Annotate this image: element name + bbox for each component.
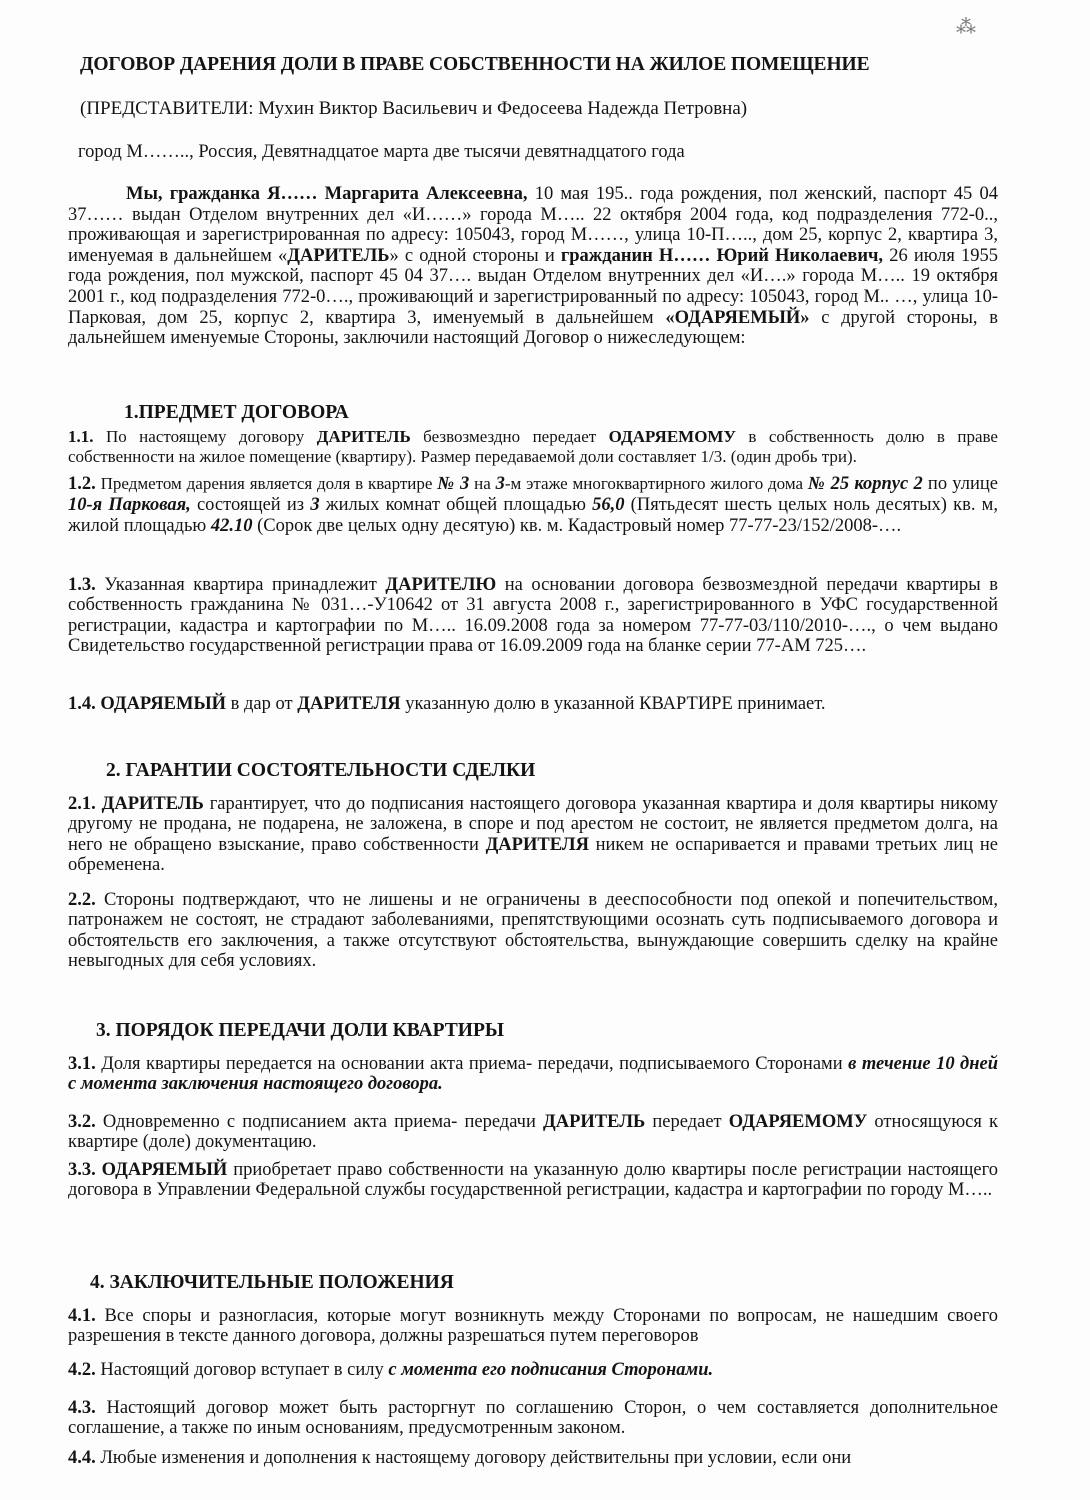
clause-text: гарантирует, что до подписания настоящего договора указанная квартира и доля квартиры никому другому не продана, не подарена, не заложена, в споре и под арестом не состоит, не является предметом долга, на него не обращено взыскание, право собственности — [68, 794, 998, 855]
clause-2-2 — [68, 890, 998, 972]
clause-1-4 — [68, 694, 998, 714]
clause-number: 2.2. — [68, 890, 96, 910]
clause-number: 4.4. — [68, 1448, 96, 1468]
donor-term: ДАРИТЕЛЬ — [316, 427, 411, 446]
preamble-text-2: » с одной стороны и — [389, 245, 561, 266]
clause-text: никем не оспаривается и правами третьих лиц не обременена. — [68, 834, 998, 876]
transfer-deadline: в течение 10 дней с момента заключения настоящего договора. — [68, 1054, 998, 1095]
clause-1-1 — [68, 427, 998, 467]
clause-4-2 — [68, 1360, 998, 1380]
clause-number: 2.1. ДАРИТЕЛЬ — [68, 794, 204, 814]
floor-number: 3 — [495, 474, 505, 494]
clause-number: 1.3. — [68, 575, 96, 595]
clause-3-2 — [68, 1112, 998, 1153]
clause-text: состоящей из — [190, 495, 311, 516]
clause-1-3 — [68, 575, 998, 657]
clause-text: (Сорок две целых одну десятую) кв. м. Кадастровый номер 77-77-23/152/2008-…. — [252, 516, 902, 537]
total-area: 56,0 — [592, 495, 625, 516]
donee-term: «ОДАРЯЕМЫЙ» — [665, 307, 810, 328]
clause-text: передает — [645, 1112, 729, 1132]
clause-text: (Пятьдесят шесть целых ноль десятых) кв. м, жилой площадью — [68, 495, 998, 537]
section-2-heading: 2. ГАРАНТИИ СОСТОЯТЕЛЬНОСТИ СДЕЛКИ — [106, 760, 536, 781]
clause-text: Настоящий договор вступает в силу — [95, 1360, 389, 1380]
clause-number: 1.4. ОДАРЯЕМЫЙ — [68, 694, 227, 714]
street-name: 10-я Парковая, — [68, 495, 191, 516]
clause-number: 3.1. — [68, 1054, 96, 1074]
clause-text: жилых комнат общей площадью — [319, 495, 593, 516]
donee-term: ОДАРЯЕМОМУ — [728, 1112, 868, 1132]
clause-number: 4.3. — [68, 1398, 96, 1418]
clause-text: приобретает право собственности на указанную долю квартиры после регистрации настоящего договора в Управлении Федеральной службы государственной регистрации, кадастра и картографии по городу М….. — [68, 1160, 998, 1201]
clause-text: на основании договора безвозмездной передачи квартиры в собственность гражданина № 031…-У10642 от 31 августа 2008 г., зарегистрированного в УФС государственной регистрации, кадастра и картографии по М….. 16.09.2008 года за номером 77-77-03/110/2010-…., о чем выдано Свидетельство государственной регистрации права от 16.09.2009 года на бланке серии 77-АМ 725…. — [68, 575, 998, 657]
apartment-number: № 3 — [437, 474, 470, 494]
section-1-heading: 1.ПРЕДМЕТ ДОГОВОРА — [124, 402, 349, 423]
living-area: 42.10 — [210, 516, 253, 537]
clause-4-4 — [68, 1448, 998, 1468]
clause-text: по улице — [922, 474, 998, 494]
representatives-line: (ПРЕДСТАВИТЕЛИ: Мухин Виктор Васильевич и Федосеева Надежда Петровна) — [80, 98, 748, 119]
clause-number: 1.2. — [68, 474, 96, 494]
clause-text: в собственность долю в праве собственности на жилое помещение (квартиру). Размер передаваемой доли составляет 1/3. (один дробь три). — [68, 427, 998, 466]
donee-term: ОДАРЯЕМОМУ — [608, 427, 736, 446]
preamble-text-3: 26 июля 1955 года рождения, пол мужской, паспорт 45 04 37…. выдан Отделом внутренних дел «И….» города М….. 19 октября 2001 г., код подразделения 772-0…., проживающий и зарегистрированный по адресу: 105043, город М.. …, улица 10- Парковая, дом 25, корпус 2, квартира 3, именуемый в дальнейшем — [68, 245, 998, 328]
building-number: № 25 корпус 2 — [807, 474, 923, 494]
clause-text: -м этаже многоквартирного жилого дома — [504, 474, 808, 493]
clause-text: Предметом дарения является доля в квартире — [95, 474, 438, 493]
place-date-line: город М…….., Россия, Девятнадцатое марта две тысячи девятнадцатого года — [78, 142, 685, 162]
clause-text: Стороны подтверждают, что не лишены и не ограничены в дееспособности под опекой и попечительством, патронажем не состоят, не страдают заболеваниями, препятствующими осознать суть подписываемого договора и обстоятельств его заключения, а также отсутствуют обстоятельства, вынуждающие совершить сделку на крайне невыгодных для себя условиях. — [68, 890, 998, 972]
scan-mark: ⁂ — [956, 16, 976, 38]
clause-text: По настоящему договору — [93, 427, 317, 446]
document-title: ДОГОВОР ДАРЕНИЯ ДОЛИ В ПРАВЕ СОБСТВЕННОСТИ НА ЖИЛОЕ ПОМЕЩЕНИЕ — [80, 54, 870, 75]
section-3-heading: 3. ПОРЯДОК ПЕРЕДАЧИ ДОЛИ КВАРТИРЫ — [96, 1020, 505, 1041]
donor-term: ДАРИТЕЛЯ — [485, 834, 589, 855]
rooms-count: 3 — [310, 495, 320, 516]
donor-name: Мы, гражданка Я…… Маргарита Алексеевна, — [126, 184, 528, 204]
clause-number: 3.2. — [68, 1112, 96, 1132]
donor-term: ДАРИТЕЛЯ — [297, 694, 401, 714]
clause-text: Одновременно с подписанием акта приема- передачи — [95, 1112, 544, 1132]
clause-3-3 — [68, 1160, 998, 1201]
clause-2-1 — [68, 794, 998, 876]
clause-number: 4.1. — [68, 1306, 96, 1326]
clause-text: указанную долю в указанной КВАРТИРЕ принимает. — [400, 694, 826, 714]
clause-4-3 — [68, 1398, 998, 1439]
donor-term: ДАРИТЕЛЮ — [385, 575, 497, 595]
effective-date-term: с момента его подписания Сторонами. — [388, 1360, 714, 1380]
clause-4-1 — [68, 1306, 998, 1347]
clause-text: Настоящий договор может быть расторгнут по соглашению Сторон, о чем составляется дополнительное соглашение, а также по иным основаниям, предусмотренным законом. — [68, 1398, 998, 1439]
clause-number: 1.1. — [68, 427, 94, 446]
clause-text: относящуюся к квартире (доле) документацию. — [68, 1112, 998, 1153]
clause-1-2 — [68, 473, 998, 538]
clause-text: Любые изменения и дополнения к настоящему договору действительны при условии, если они — [95, 1448, 852, 1468]
clause-text: Указанная квартира принадлежит — [95, 575, 386, 595]
clause-number: 4.2. — [68, 1360, 96, 1380]
preamble-paragraph — [68, 184, 998, 349]
clause-3-1 — [68, 1054, 998, 1095]
donee-name: гражданин Н…… Юрий Николаевич, — [560, 245, 884, 266]
preamble-text-1: 10 мая 195.. года рождения, пол женский, паспорт 45 04 37…… выдан Отделом внутренних дел «И……» города М….. 22 октября 2004 года, код подразделения 772-0.., проживающая и зарегистрированная по адресу: 105043, город М……, улица 10-П….., дом 25, корпус 2, квартира 3, именуемая в дальнейшем « — [68, 184, 998, 266]
clause-number: 3.3. ОДАРЯЕМЫЙ — [68, 1160, 228, 1180]
clause-text: в дар от — [226, 694, 298, 714]
donor-term: ДАРИТЕЛЬ — [543, 1112, 646, 1132]
clause-text: Доля квартиры передается на основании акта приема- передачи, подписываемого Сторонами — [95, 1054, 849, 1074]
clause-text: безвозмездно передает — [410, 427, 609, 446]
preamble-text-4: с другой стороны, в дальнейшем именуемые Стороны, заключили настоящий Договор о нижеследующем: — [68, 307, 998, 349]
donor-term: ДАРИТЕЛЬ — [287, 245, 390, 266]
clause-text: на — [469, 474, 496, 493]
clause-text: Все споры и разногласия, которые могут возникнуть между Сторонами по вопросам, не нашедшим своего разрешения в тексте данного договора, должны разрешаться путем переговоров — [68, 1306, 998, 1347]
section-4-heading: 4. ЗАКЛЮЧИТЕЛЬНЫЕ ПОЛОЖЕНИЯ — [90, 1272, 454, 1293]
